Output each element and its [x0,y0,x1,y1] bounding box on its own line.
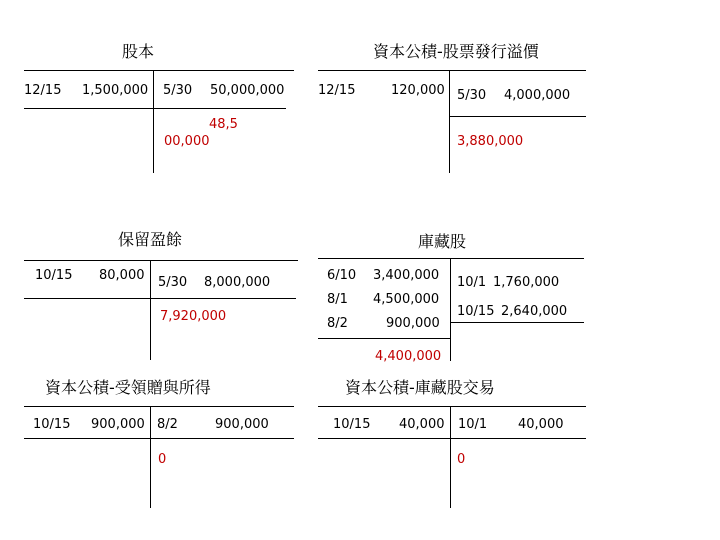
balance-amount: 7,920,000 [160,309,227,324]
credit-date: 10/15 [457,304,495,319]
credit-date: 8/2 [157,417,178,432]
debit-amount: 900,000 [386,316,440,331]
t-account-top-line [318,406,586,407]
debit-date: 12/15 [318,83,356,98]
debit-amount: 3,400,000 [373,268,440,283]
t-account-top-line [24,406,294,407]
credit-amount: 4,000,000 [504,88,571,103]
account-title: 庫藏股 [418,232,467,251]
t-account-top-line [318,258,584,259]
debit-date: 12/15 [24,83,62,98]
credit-amount: 50,000,000 [210,83,285,98]
balance-amount: 3,880,000 [457,134,524,149]
credit-date: 10/1 [457,275,487,290]
credit-date: 5/30 [457,88,487,103]
debit-date: 10/15 [33,417,71,432]
debit-amount: 40,000 [399,417,445,432]
credit-date: 5/30 [163,83,193,98]
t-account-total-line-left [318,338,450,339]
t-account-top-line [24,70,294,71]
account-title: 股本 [122,42,155,61]
debit-amount: 120,000 [391,83,445,98]
credit-amount: 1,760,000 [493,275,560,290]
debit-date: 8/1 [327,292,348,307]
account-title: 資本公積-股票發行溢價 [373,42,539,61]
debit-amount: 1,500,000 [82,83,149,98]
debit-date: 6/10 [327,268,357,283]
balance-amount-part1: 48,5 [209,117,238,132]
balance-amount: 0 [158,452,167,467]
credit-amount: 2,640,000 [501,304,568,319]
debit-date: 10/15 [35,268,73,283]
credit-date: 5/30 [158,275,188,290]
t-account-center-line [449,70,450,173]
t-account-total-line [318,438,586,439]
t-account-total-line [24,298,296,299]
t-account-center-line [450,258,451,361]
credit-amount: 900,000 [215,417,269,432]
debit-amount: 4,500,000 [373,292,440,307]
t-account-top-line [24,260,298,261]
debit-amount: 80,000 [99,268,145,283]
credit-amount: 8,000,000 [204,275,271,290]
account-title: 資本公積-庫藏股交易 [345,378,495,397]
t-account-top-line [318,70,586,71]
t-account-total-line-right [450,322,584,323]
credit-date: 10/1 [458,417,488,432]
balance-amount: 4,400,000 [375,349,442,364]
balance-amount: 0 [457,452,466,467]
t-account-total-line [449,116,586,117]
t-account-center-line [150,260,151,360]
balance-amount-part2: 00,000 [164,134,210,149]
t-account-center-line [150,406,151,508]
account-title: 保留盈餘 [118,230,183,249]
account-title: 資本公積-受領贈與所得 [45,378,211,397]
debit-date: 10/15 [333,417,371,432]
t-account-total-line [24,438,294,439]
t-account-center-line [450,406,451,508]
t-account-total-line [24,108,286,109]
debit-amount: 900,000 [91,417,145,432]
credit-amount: 40,000 [518,417,564,432]
debit-date: 8/2 [327,316,348,331]
t-account-center-line [153,70,154,173]
